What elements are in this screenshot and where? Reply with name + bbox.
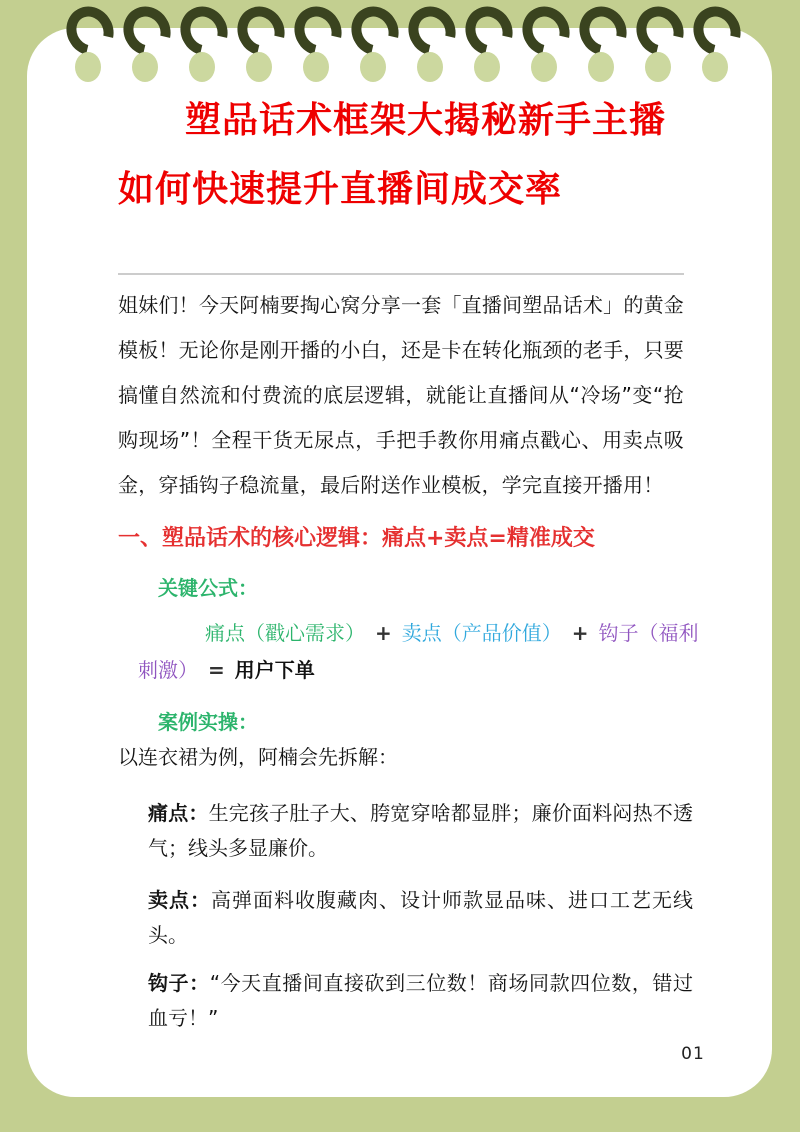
spiral-coil-strip bbox=[0, 0, 800, 90]
hook-text: “今天直播间直接砍到三位数！商场同款四位数，错过血亏！” bbox=[148, 971, 693, 1030]
hook-item bbox=[118, 966, 693, 1036]
section-1-heading: 一、塑品话术的核心逻辑：痛点+卖点=精准成交 bbox=[118, 526, 595, 551]
title-line-2: 如何快速提升直播间成交率 bbox=[118, 168, 563, 210]
spiral-coil-icon bbox=[238, 6, 284, 56]
case-label: 案例实操： bbox=[158, 710, 258, 734]
formula-sell-term: 卖点（产品价值） bbox=[401, 621, 562, 645]
formula-plus-2: + bbox=[571, 621, 589, 645]
formula-line bbox=[118, 615, 704, 689]
hook-label: 钩子： bbox=[148, 971, 210, 995]
formula-plus-1: + bbox=[375, 621, 392, 645]
pain-point-text: 生完孩子肚子大、胯宽穿啥都显胖；廉价面料闷热不透气；线头多显廉价。 bbox=[148, 801, 694, 860]
formula-hook-term: 钩子（福利刺激） bbox=[138, 621, 699, 682]
spiral-coil-icon bbox=[637, 6, 683, 56]
formula-label: 关键公式： bbox=[158, 576, 258, 600]
notebook-page bbox=[27, 28, 772, 1097]
formula-result: 用户下单 bbox=[234, 658, 315, 682]
page-content bbox=[118, 86, 698, 1036]
page-number: 01 bbox=[681, 1044, 705, 1064]
formula-equals: = bbox=[208, 658, 225, 682]
page-title bbox=[118, 86, 698, 224]
spiral-coil-icon bbox=[295, 6, 341, 56]
spiral-coil-icon bbox=[466, 6, 512, 56]
formula-pain-term: 痛点（戳心需求） bbox=[205, 621, 365, 645]
spiral-coil-icon bbox=[523, 6, 569, 56]
divider-line bbox=[118, 273, 684, 275]
selling-point-label: 卖点： bbox=[148, 888, 211, 912]
spiral-coil-icon bbox=[181, 6, 227, 56]
title-line-1: 塑品话术框架大揭秘新手主播 bbox=[185, 99, 667, 141]
spiral-coil-icon bbox=[694, 6, 740, 56]
pain-point-item bbox=[118, 796, 693, 866]
selling-point-text: 高弹面料收腹藏肉、设计师款显品味、进口工艺无线头。 bbox=[148, 888, 693, 947]
spiral-coil-icon bbox=[580, 6, 626, 56]
case-intro: 以连衣裙为例，阿楠会先拆解： bbox=[118, 745, 398, 769]
spiral-coil-icon bbox=[352, 6, 398, 56]
intro-paragraph: 姐妹们！今天阿楠要掏心窝分享一套「直播间塑品话术」的黄金模板！无论你是刚开播的小白，还是卡在转化瓶颈的老手，只要搞懂自然流和付费流的底层逻辑，就能让直播间从“冷场”变“抢购现场”！全程干货无尿点，手把手教你用痛点戳心、用卖点吸金，穿插钩子稳流量，最后附送作业模板，学完直接开播用！ bbox=[118, 293, 684, 497]
pain-point-label: 痛点： bbox=[148, 801, 209, 825]
spiral-coil-icon bbox=[124, 6, 170, 56]
spiral-coil-icon bbox=[409, 6, 455, 56]
selling-point-item bbox=[118, 883, 693, 953]
spiral-coil-icon bbox=[67, 6, 113, 56]
